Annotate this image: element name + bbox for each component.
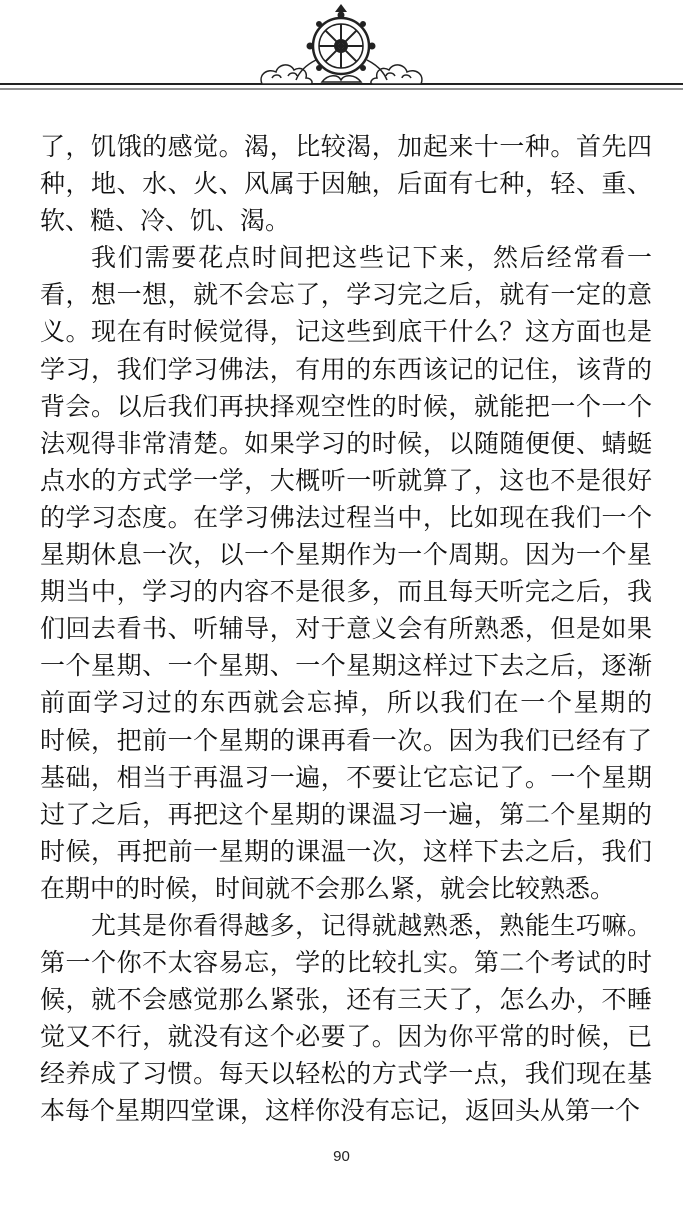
text-line: 点水的方式学一学，大概听一听就算了，这也不是很好 — [40, 465, 652, 495]
text-line: 种，地、水、火、风属于因触，后面有七种，轻、重、 — [40, 169, 652, 199]
paragraph — [40, 239, 652, 907]
text-line: 看，想一想，就不会忘了，学习完之后，就有一定的意 — [40, 280, 652, 310]
text-line: 期当中，学习的内容不是很多，而且每天听完之后，我 — [40, 577, 652, 607]
paragraph — [40, 907, 652, 1130]
text-line: 学习，我们学习佛法，有用的东西该记的记住，该背的 — [40, 354, 652, 384]
text-line: 星期休息一次，以一个星期作为一个周期。因为一个星 — [40, 540, 652, 570]
text-line: 时候，把前一个星期的课再看一次。因为我们已经有了 — [40, 725, 652, 755]
text-line: 的学习态度。在学习佛法过程当中，比如现在我们一个 — [40, 502, 652, 532]
text-line: 在期中的时候，时间就不会那么紧，就会比较熟悉。 — [40, 873, 616, 903]
text-line: 经养成了习惯。每天以轻松的方式学一点，我们现在基 — [40, 1059, 652, 1089]
text-line: 候，就不会感觉那么紧张，还有三天了，怎么办，不睡 — [40, 985, 652, 1015]
text-line: 时候，再把前一星期的课温一次，这样下去之后，我们 — [40, 836, 652, 866]
dharma-wheel-icon — [307, 4, 376, 74]
text-line: 软、糙、冷、饥、渴。 — [40, 206, 291, 236]
text-line: 了，饥饿的感觉。渴，比较渴，加起来十一种。首先四 — [40, 132, 652, 161]
page-header-ornament — [0, 0, 683, 110]
page-number: 90 — [333, 1148, 350, 1165]
text-line: 第一个你不太容易忘，学的比较扎实。第二个考试的时 — [40, 948, 652, 978]
text-line: 前面学习过的东西就会忘掉，所以我们在一个星期的 — [40, 688, 652, 718]
lotus-base-icon — [322, 76, 361, 82]
header-ornament-graphic — [0, 0, 683, 110]
text-line: 义。现在有时候觉得，记这些到底干什么？这方面也是 — [40, 317, 652, 347]
text-line: 过了之后，再把这个星期的课温习一遍，第二个星期的 — [40, 799, 652, 829]
text-line: 基础，相当于再温习一遍，不要让它忘记了。一个星期 — [40, 762, 652, 792]
text-line: 尤其是你看得越多，记得就越熟悉，熟能生巧嘛。 — [91, 910, 652, 940]
body-text — [40, 128, 652, 1130]
text-line: 法观得非常清楚。如果学习的时候，以随随便便、蜻蜓 — [40, 428, 652, 458]
text-line: 一个星期、一个星期、一个星期这样过下去之后，逐渐 — [40, 651, 652, 681]
text-line: 背会。以后我们再抉择观空性的时候，就能把一个一个 — [40, 391, 652, 421]
text-line: 本每个星期四堂课，这样你没有忘记，返回头从第一个 — [40, 1096, 641, 1126]
text-line: 我们需要花点时间把这些记下来，然后经常看一 — [91, 243, 652, 273]
text-line: 们回去看书、听辅导，对于意义会有所熟悉，但是如果 — [40, 614, 652, 644]
paragraph — [40, 128, 652, 239]
text-line: 觉又不行，就没有这个必要了。因为你平常的时候，已 — [40, 1022, 652, 1052]
